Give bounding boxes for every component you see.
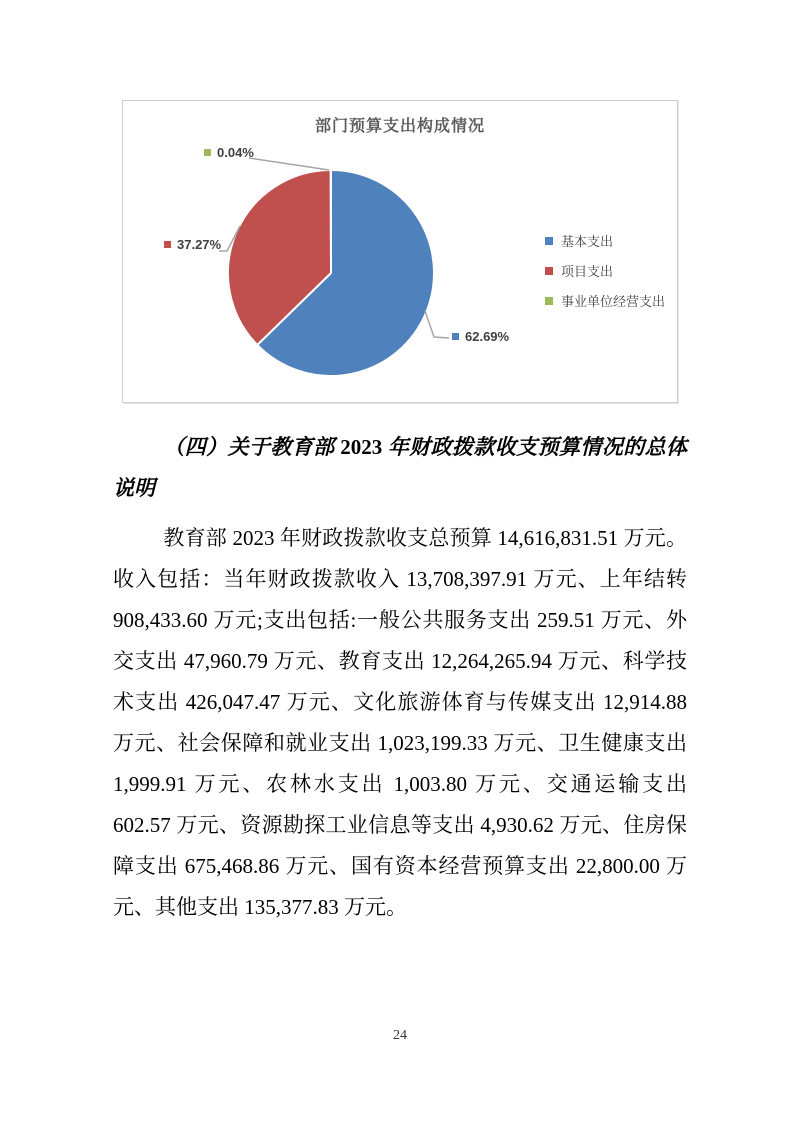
legend-label: 项目支出: [561, 264, 614, 279]
chart-legend: [545, 231, 665, 310]
data-label-value: 62.69%: [465, 329, 510, 344]
legend-project-marker-icon: [545, 267, 553, 275]
data-label-value: 37.27%: [177, 237, 222, 252]
legend-label: 事业单位经营支出: [561, 294, 666, 309]
heading-suffix: 年财政拨款收支预算情况的总体说明: [113, 435, 688, 500]
data-label-value: 0.04%: [217, 145, 254, 160]
chart-title: 部门预算支出构成情况: [314, 118, 485, 135]
legend-operating-marker-icon: [545, 297, 553, 305]
legend-item-operating: [545, 291, 665, 310]
data-label-basic: [452, 329, 509, 344]
project-marker-icon: [164, 241, 171, 248]
legend-basic-marker-icon: [545, 237, 553, 245]
operating-marker-icon: [204, 149, 211, 156]
heading-year: 2023: [340, 435, 383, 459]
data-label-operating: [204, 145, 254, 160]
legend-item-project: [545, 261, 665, 280]
basic-marker-icon: [452, 333, 459, 340]
legend-label: 基本支出: [561, 234, 614, 249]
legend-item-basic: [545, 231, 665, 250]
data-label-project: [164, 237, 221, 252]
expenditure-pie-chart: [122, 100, 678, 403]
body-paragraph: 教育部 2023 年财政拨款收支总预算 14,616,831.51 万元。收入包括：当年财政拨款收入 13,708,397.91 万元、上年结转 908,433.60 万元;支出包括:一般公共服务支出 259.51 万元、外交支出 47,960.79 万元、教育支出 12,264,265.94 万元、科学技术支出 426,047.47 万元、文化旅游体育与传媒支出 12,914.88 万元、社会保障和就业支出 1,023,199.33 万元、卫生健康支出 1,999.91 万元、农林水支出 1,003.80 万元、交通运输支出 602.57 万元、资源勘探工业信息等支出 4,930.62 万元、住房保障支出 675,468.86 万元、国有资本经营预算支出 22,800.00 万元、其他支出 135,377.83 万元。: [113, 526, 687, 919]
page-number: 24: [393, 1028, 407, 1043]
heading-prefix: （四）关于教育部: [163, 435, 341, 459]
section-heading: [113, 427, 687, 509]
